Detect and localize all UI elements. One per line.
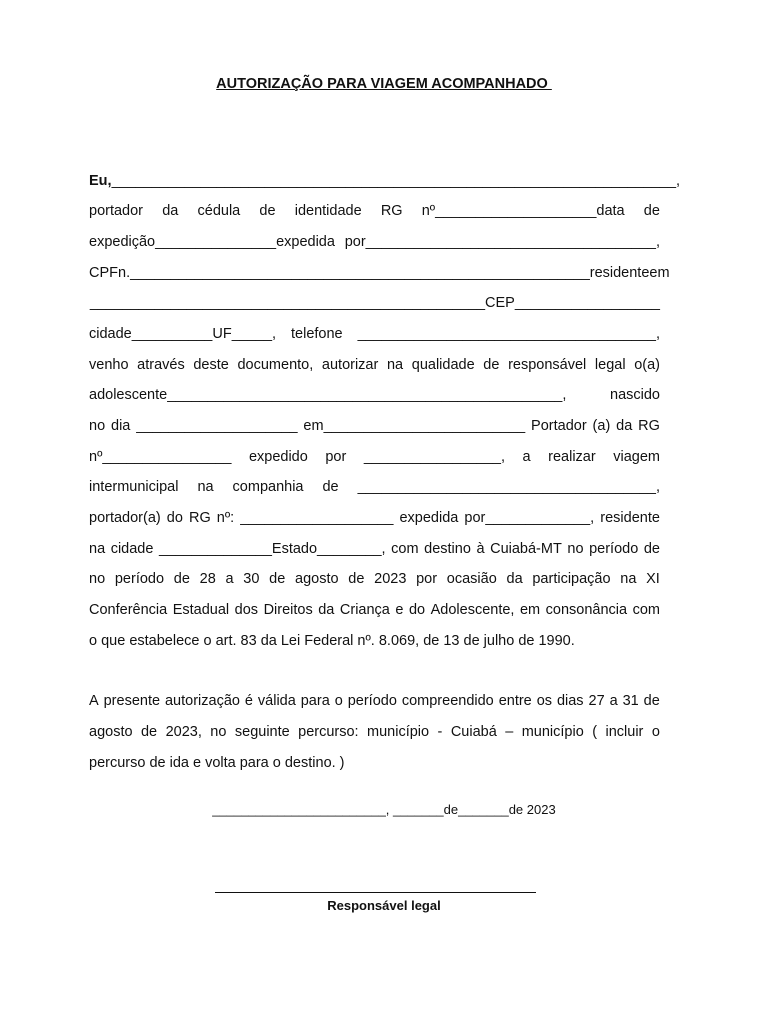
word: Cuiabá-MT xyxy=(490,541,562,557)
word: da xyxy=(318,602,335,618)
word: em xyxy=(649,265,670,281)
word: realizar xyxy=(548,449,596,465)
word: nº____________________data xyxy=(421,203,625,219)
word: telefone xyxy=(291,326,343,342)
text-line xyxy=(89,202,660,220)
word: da xyxy=(616,418,633,434)
text-line xyxy=(89,356,660,374)
word: para xyxy=(300,693,330,709)
word: _________________, xyxy=(363,449,505,465)
word: nº________________ xyxy=(89,449,232,465)
word: viagem xyxy=(613,449,660,465)
word: dia xyxy=(111,418,131,434)
word: ocasião xyxy=(446,571,497,587)
word: A xyxy=(89,693,99,709)
word: incluir xyxy=(605,724,644,740)
word: ______________Estado________, xyxy=(159,541,386,557)
word: 2023 xyxy=(374,571,407,587)
word: de xyxy=(483,357,500,373)
word: intermunicipal xyxy=(89,479,179,495)
word: RG xyxy=(188,510,211,526)
word: documento, xyxy=(237,357,314,373)
word: em_________________________ xyxy=(303,418,526,434)
text-line xyxy=(89,417,660,435)
word: deste xyxy=(193,357,229,373)
word: dias xyxy=(556,693,584,709)
word: Criança xyxy=(339,602,390,618)
word: na xyxy=(197,479,214,495)
word: portador xyxy=(89,203,144,219)
word: seguinte xyxy=(234,724,290,740)
word: presente xyxy=(103,693,161,709)
word: nascido xyxy=(610,387,660,403)
document-title: AUTORIZAÇÃO PARA VIAGEM ACOMPANHADO xyxy=(216,76,552,92)
word: de xyxy=(140,724,158,740)
line-text: o que estabelece o art. 83 da Lei Federal nº. 8.069, de 13 de julho de 1990. xyxy=(89,633,575,649)
word: ( xyxy=(592,724,598,740)
word: período xyxy=(347,693,397,709)
text-line xyxy=(89,294,660,312)
text-line xyxy=(89,172,681,190)
word: cidade__________UF_____, xyxy=(89,326,277,342)
word: de xyxy=(259,203,276,219)
text-line xyxy=(89,233,660,251)
word: Cuiabá xyxy=(450,724,497,740)
word: companhia xyxy=(232,479,304,495)
word: os xyxy=(536,693,553,709)
word: do xyxy=(408,602,426,618)
word: na xyxy=(386,357,404,373)
word: XI xyxy=(646,571,660,587)
text-line xyxy=(89,692,660,710)
word: com xyxy=(391,541,419,557)
word: da xyxy=(162,203,179,219)
word: o xyxy=(651,724,660,740)
word: a xyxy=(225,571,234,587)
word: a xyxy=(609,693,618,709)
line-text: percurso de ida e volta para o destino. ) xyxy=(89,755,345,771)
word: dos xyxy=(234,602,259,618)
word: 30 xyxy=(243,571,260,587)
word: ____________________ xyxy=(136,418,298,434)
word: _____________________________________, xyxy=(357,326,660,342)
word: (a) xyxy=(592,418,611,434)
word: município xyxy=(367,724,430,740)
signature-line xyxy=(215,892,536,893)
word: Adolescente, xyxy=(430,602,515,618)
word: responsável xyxy=(508,357,587,373)
word: município xyxy=(521,724,584,740)
word: legal xyxy=(594,357,626,373)
word: Direitos xyxy=(263,602,313,618)
word: de xyxy=(173,571,190,587)
signature-label: Responsável legal xyxy=(327,898,441,913)
word: identidade xyxy=(294,203,362,219)
date-line: ________________________, _______de_______de 2023 xyxy=(212,802,556,817)
text-line xyxy=(89,632,660,650)
text-line xyxy=(89,723,660,741)
word: – xyxy=(505,724,514,740)
word: 2023, xyxy=(165,724,202,740)
word: expedida xyxy=(399,510,459,526)
word: autorizar xyxy=(321,357,379,373)
text-line xyxy=(89,754,660,772)
word: residente xyxy=(600,510,660,526)
word: 28 xyxy=(199,571,216,587)
word: _____________________________________, xyxy=(357,479,660,495)
word: de xyxy=(348,571,365,587)
word: através xyxy=(137,357,185,373)
word: de xyxy=(643,541,660,557)
word: RG xyxy=(638,418,660,434)
word: entre xyxy=(498,693,532,709)
word: venho xyxy=(89,357,129,373)
text-line xyxy=(89,386,660,404)
word: à xyxy=(476,541,485,557)
word: da xyxy=(506,571,523,587)
word: compreendido xyxy=(401,693,494,709)
word: o(a) xyxy=(634,357,660,373)
word: RG xyxy=(380,203,403,219)
word: percurso: xyxy=(298,724,359,740)
word: qualidade xyxy=(411,357,475,373)
word: destino xyxy=(424,541,471,557)
word: a xyxy=(522,449,531,465)
word: CPF xyxy=(89,265,118,281)
word: n._________________________________________________________residente xyxy=(118,265,650,281)
word: de xyxy=(643,203,660,219)
text-line xyxy=(89,601,660,619)
word: no xyxy=(89,571,106,587)
text-line xyxy=(89,478,660,496)
word: válida xyxy=(257,693,296,709)
word: ___________________ xyxy=(240,510,394,526)
word: nº: xyxy=(216,510,235,526)
first-word: Eu, xyxy=(89,173,112,189)
word: participação xyxy=(532,571,611,587)
word: na xyxy=(620,571,637,587)
word: no xyxy=(567,541,584,557)
word: período xyxy=(114,571,165,587)
word: período xyxy=(589,541,639,557)
word: 31 xyxy=(622,693,639,709)
text-line xyxy=(89,448,660,466)
text-line xyxy=(89,540,660,558)
text-line xyxy=(89,264,670,282)
word: portador(a) xyxy=(89,510,161,526)
word: por____________________________________, xyxy=(344,234,660,250)
text-line xyxy=(89,570,660,588)
word: em xyxy=(519,602,541,618)
word: no xyxy=(210,724,227,740)
word: por_____________, xyxy=(464,510,595,526)
word: autorização xyxy=(164,693,240,709)
text-line xyxy=(89,325,660,343)
word: é xyxy=(244,693,253,709)
word: adolescente_________________________________________________, xyxy=(89,387,567,403)
line-text: Eu,______________________________________________________________________, xyxy=(89,173,681,189)
line-text: _________________________________________________CEP__________________ xyxy=(89,295,660,311)
word: expedido xyxy=(248,449,308,465)
word: por xyxy=(325,449,347,465)
word: Conferência xyxy=(89,602,168,618)
word: consonância xyxy=(545,602,628,618)
word: na xyxy=(89,541,106,557)
text-line xyxy=(89,509,660,527)
word: cidade xyxy=(110,541,154,557)
word: - xyxy=(437,724,443,740)
word: com xyxy=(632,602,660,618)
word: de xyxy=(269,571,286,587)
word: agosto xyxy=(89,724,133,740)
word: 27 xyxy=(588,693,605,709)
word: de xyxy=(322,479,339,495)
word: Estadual xyxy=(172,602,230,618)
word: Portador xyxy=(531,418,587,434)
word: do xyxy=(166,510,183,526)
word: expedição_______________expedida xyxy=(89,234,335,250)
word: e xyxy=(395,602,404,618)
word: no xyxy=(89,418,106,434)
word: cédula xyxy=(197,203,241,219)
word: de xyxy=(643,693,660,709)
word: por xyxy=(416,571,438,587)
word: o xyxy=(334,693,343,709)
word: agosto xyxy=(295,571,339,587)
